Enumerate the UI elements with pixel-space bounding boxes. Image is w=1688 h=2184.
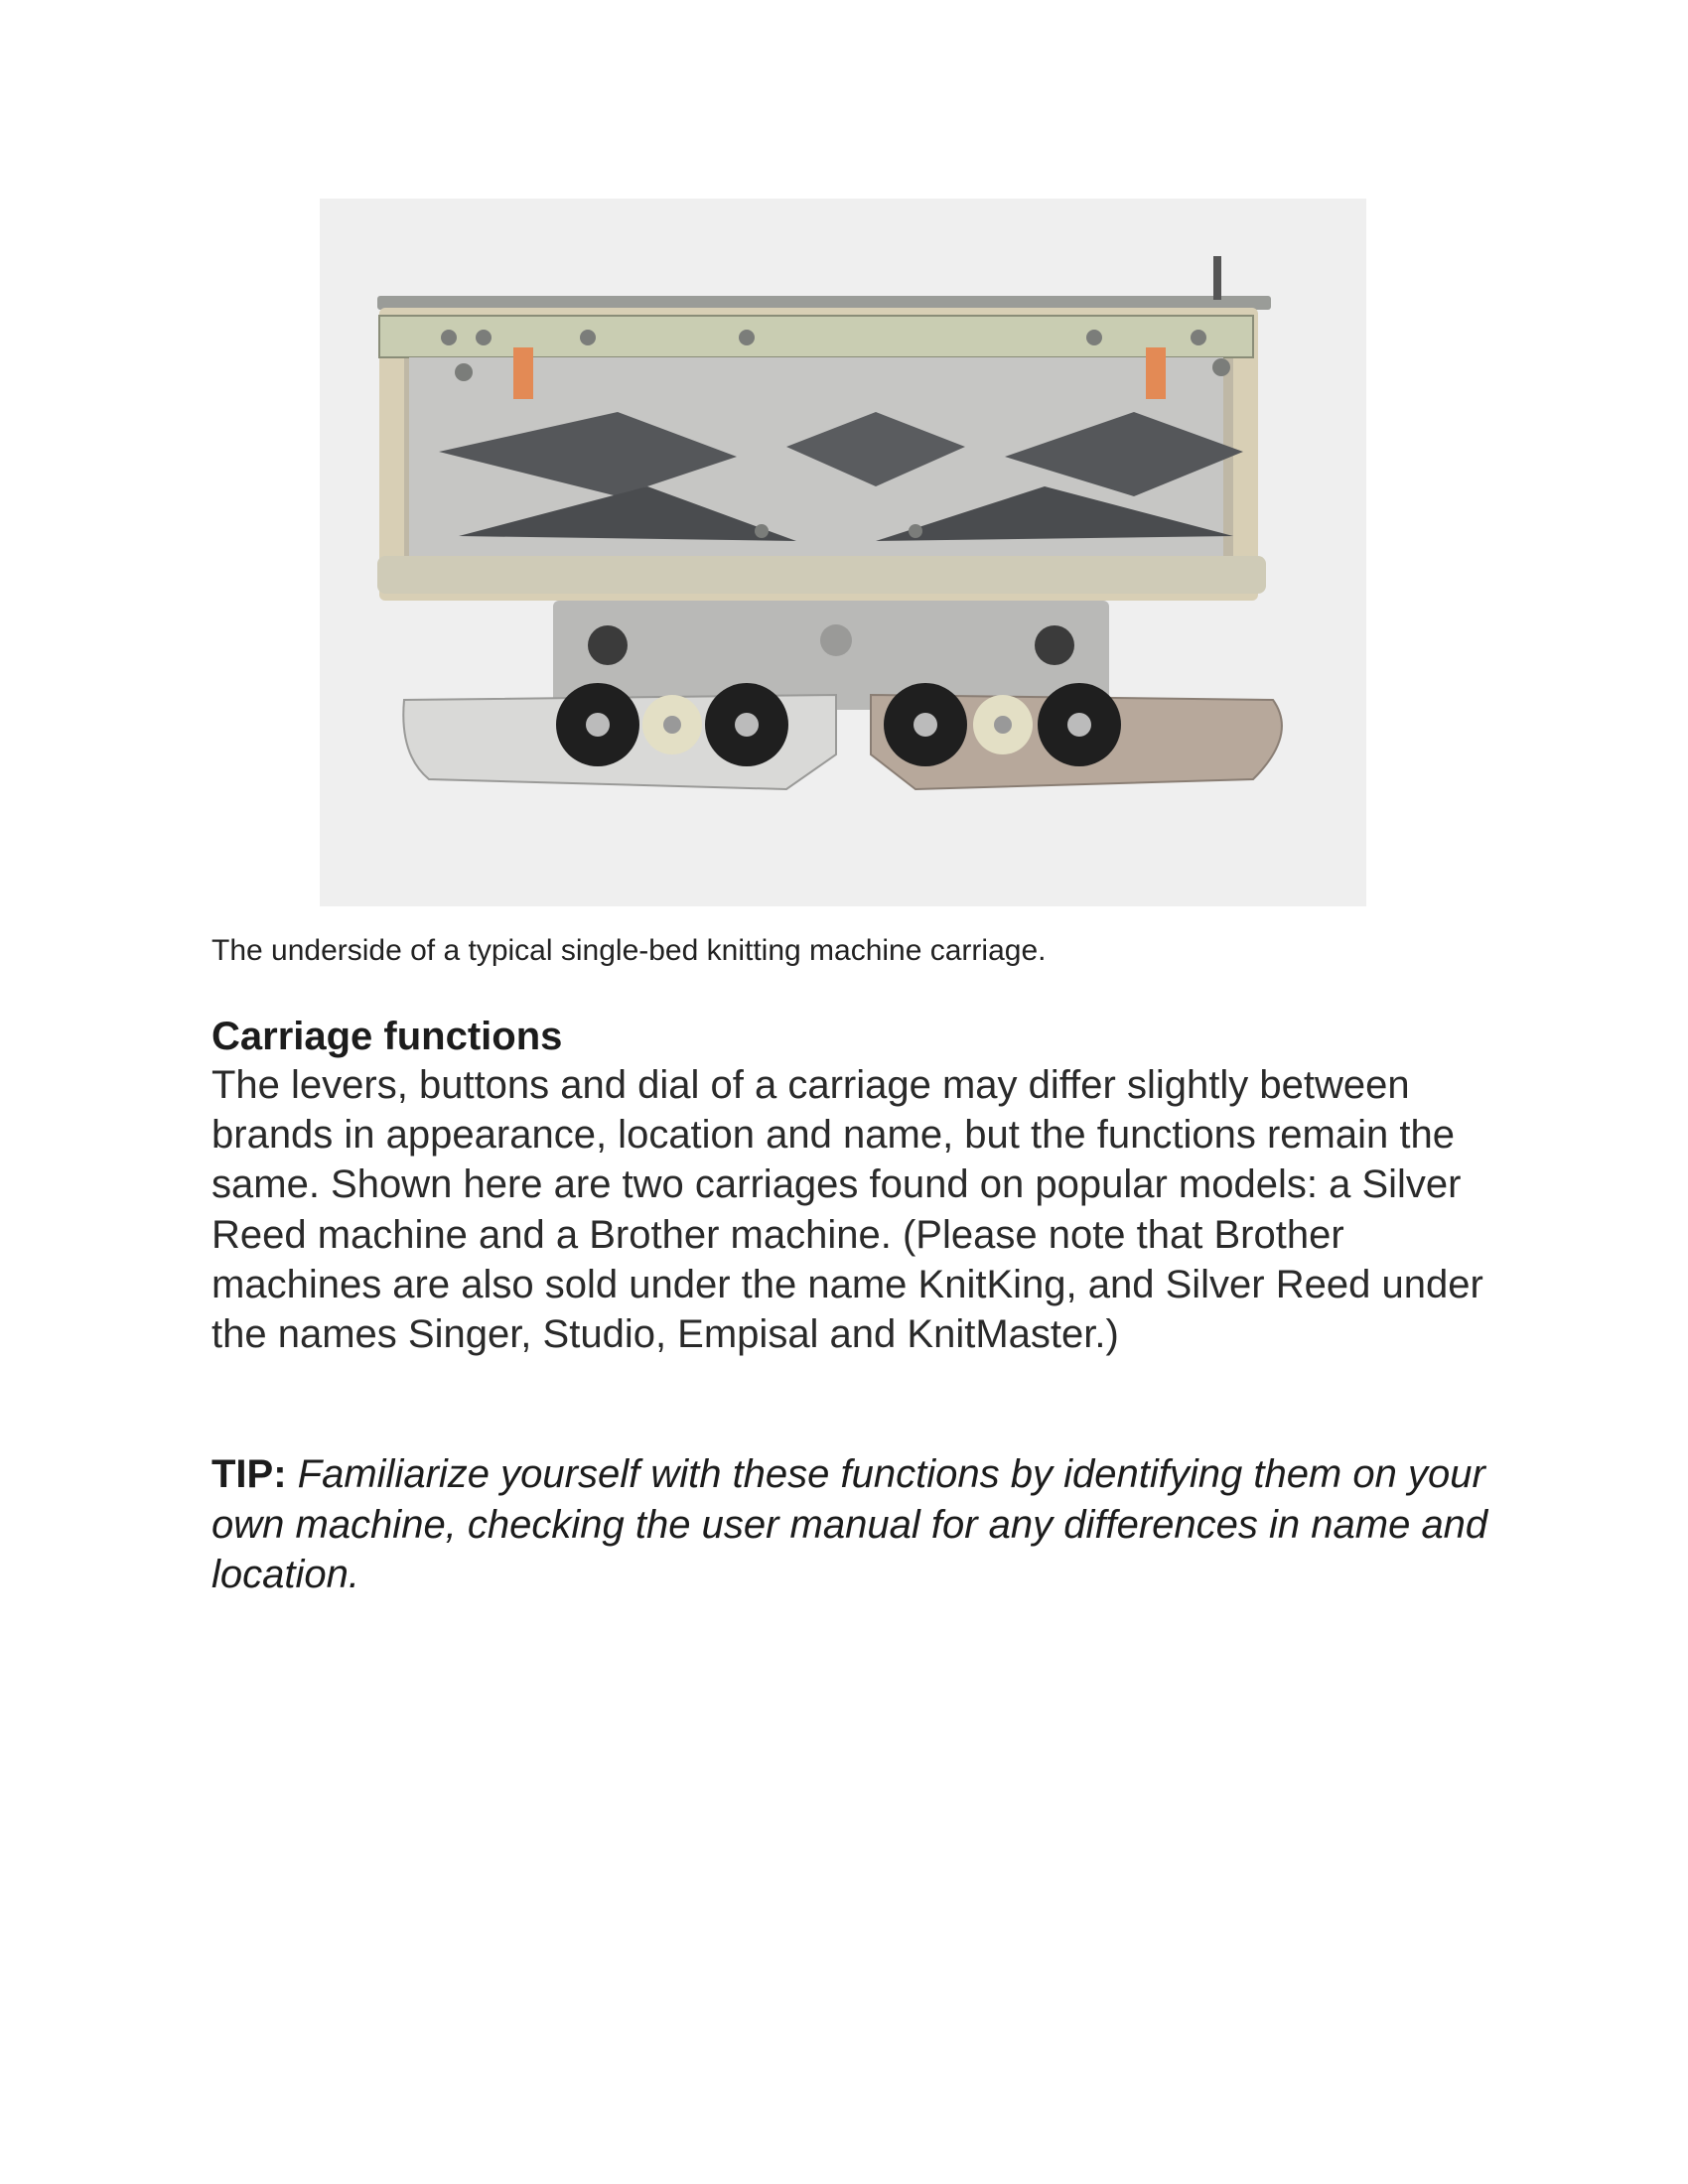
section-heading: Carriage functions <box>211 1015 563 1058</box>
tip-text: Familiarize yourself with these functions by identifying them on your own machine, checking the user manual for any differences in name and location. <box>211 1452 1488 1596</box>
carriage-photo <box>320 199 1366 906</box>
section-body: The levers, buttons and dial of a carriage may differ slightly between brands in appearance, location and name, but the functions remain the same. Shown here are two carriages found on popular models: a Silver Reed machine and a Brother machine. (Please note that Brother machines are also sold under the name KnitKing, and Silver Reed under the names Singer, Studio, Empisal and KnitMaster.) <box>211 1063 1483 1357</box>
tip-label: TIP: <box>211 1452 287 1496</box>
figure-caption: The underside of a typical single-bed knitting machine carriage. <box>211 934 1047 967</box>
carriage-illustration <box>320 199 1366 906</box>
tip-paragraph <box>211 1449 1492 1600</box>
